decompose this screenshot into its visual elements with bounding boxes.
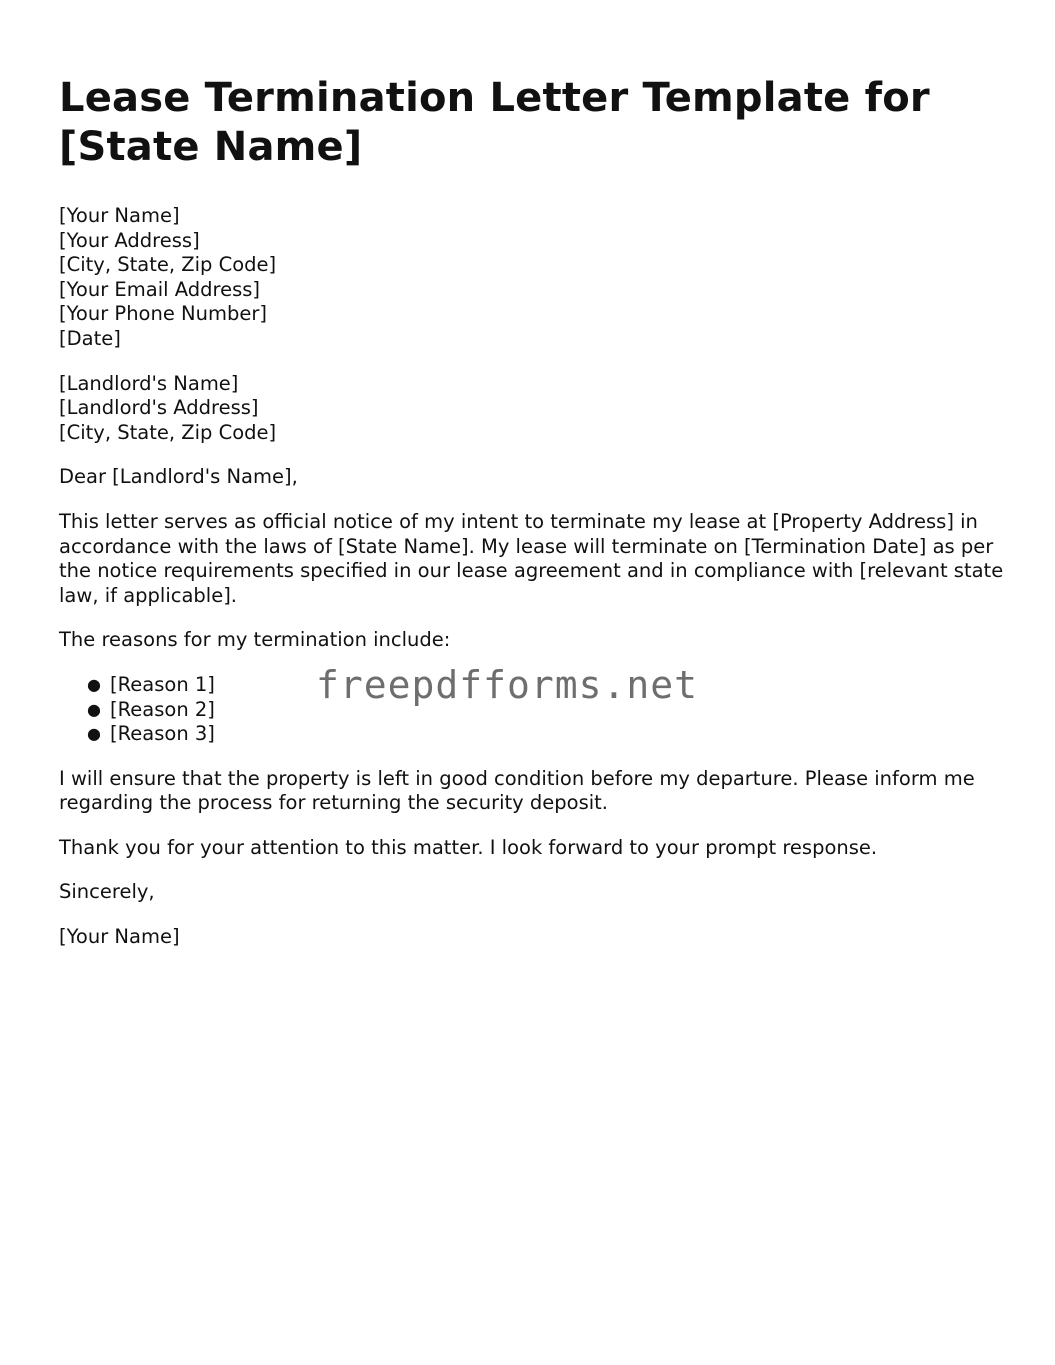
reasons-lead: The reasons for my termination include: [59,628,451,652]
bullet-icon: ● [87,724,101,744]
list-item [87,722,1009,747]
sender-block [59,204,1009,352]
landlord-block [59,372,1009,446]
letter-page [59,74,1009,950]
sender-city-state-zip: [City, State, Zip Code] [59,253,277,277]
reason-text: [Reason 2] [110,697,215,721]
letter-date: [Date] [59,326,121,350]
signature-name: [Your Name] [59,925,180,949]
sender-email: [Your Email Address] [59,277,260,301]
sender-phone: [Your Phone Number] [59,302,267,326]
reason-text: [Reason 1] [110,672,215,696]
document-title: Lease Termination Letter Template for [State Name] [59,75,930,170]
intro-paragraph: This letter serves as official notice of my intent to terminate my lease at [Property Address] in accordance with the laws of [State Name]. My lease will terminate on [Termination Date] as per the notice requirements specified in our lease agreement and in compliance with [relevant state law, if applicable]. [59,509,1004,607]
landlord-name: [Landlord's Name] [59,371,239,395]
watermark: freepdfforms.net [316,663,699,707]
landlord-address: [Landlord's Address] [59,396,259,420]
greeting: Dear [Landlord's Name], [59,465,298,489]
thanks-paragraph: Thank you for your attention to this matter. I look forward to your prompt response. [59,835,878,859]
sender-address: [Your Address] [59,228,200,252]
landlord-city-state-zip: [City, State, Zip Code] [59,420,277,444]
bullet-icon: ● [87,674,101,694]
signoff: Sincerely, [59,880,155,904]
reason-text: [Reason 3] [110,722,215,746]
sender-name: [Your Name] [59,204,180,227]
closing-paragraph: I will ensure that the property is left in good condition before my departure. Please inform me regarding the process for returning the security deposit. [59,766,975,815]
bullet-icon: ● [87,699,101,719]
